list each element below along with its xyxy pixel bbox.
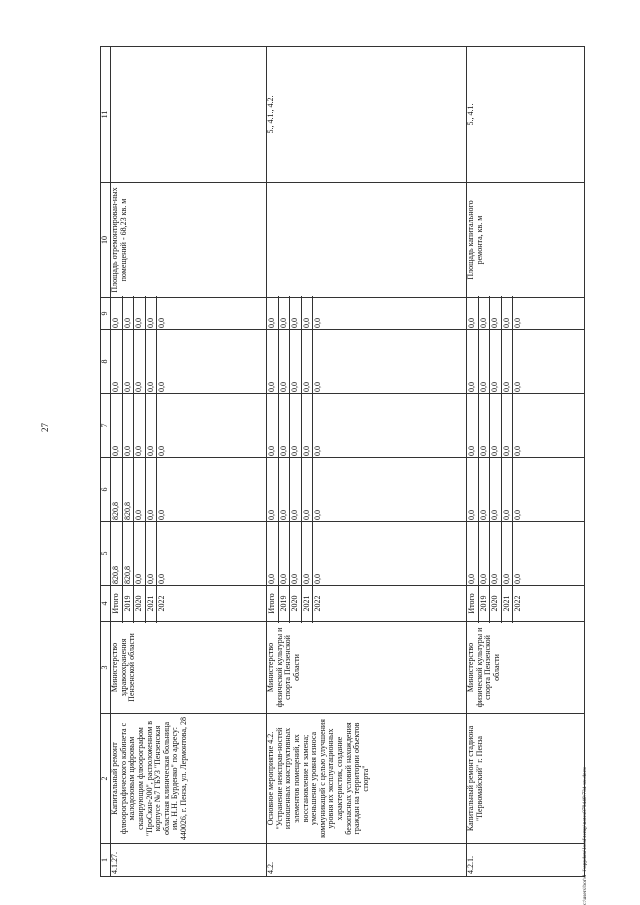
value-c6: 0,0 <box>479 456 491 523</box>
value-c9: 0,0 <box>279 296 291 331</box>
value-c9: 0,0 <box>267 296 279 331</box>
program-table <box>100 46 585 877</box>
value-c5-cell <box>111 522 267 586</box>
value-c6-cell <box>267 458 467 522</box>
value-c7: 0,0 <box>279 392 291 459</box>
year-label: 2021 <box>302 584 314 623</box>
year-list-cell <box>467 586 585 622</box>
row-number-cell: 4.1.27. <box>111 844 267 877</box>
value-c6-cell <box>467 458 585 522</box>
value-c8: 0,0 <box>134 328 146 395</box>
row-number-cell: 4.2. <box>267 844 467 877</box>
value-c9: 0,0 <box>490 296 502 331</box>
value-c9-cell <box>111 298 267 330</box>
value-c7: 0,0 <box>502 392 514 459</box>
year-label: 2020 <box>490 584 502 623</box>
value-c7: 0,0 <box>479 392 491 459</box>
value-c8: 0,0 <box>467 328 479 395</box>
year-label: 2019 <box>479 584 491 623</box>
value-c8: 0,0 <box>123 328 135 395</box>
value-c5: 0,0 <box>490 520 502 587</box>
header-cell: 5 <box>101 522 111 586</box>
year-label: 2019 <box>123 584 135 623</box>
value-c5: 0,0 <box>279 520 291 587</box>
header-cell: 7 <box>101 394 111 458</box>
header-cell: 2 <box>101 714 111 844</box>
value-c8: 0,0 <box>302 328 314 395</box>
year-list-cell <box>111 586 267 622</box>
value-c8: 0,0 <box>267 328 279 395</box>
value-c7-cell <box>467 394 585 458</box>
value-c5-cell <box>267 522 467 586</box>
year-label: 2021 <box>502 584 514 623</box>
value-c8: 0,0 <box>290 328 302 395</box>
value-c8: 0,0 <box>502 328 514 395</box>
header-cell: 9 <box>101 298 111 330</box>
table-row <box>267 47 467 877</box>
value-c5: 0,0 <box>146 520 158 587</box>
page-number: 27 <box>40 423 50 432</box>
value-c5-cell <box>467 522 585 586</box>
value-c9: 0,0 <box>467 296 479 331</box>
footer-file-path: c:\users\bor\d~1\appdata\local\temp\notes879440\734-xx.docx <box>582 767 588 905</box>
header-cell: 1 <box>101 844 111 877</box>
value-c5: 0,0 <box>267 520 279 587</box>
value-c6: 0,0 <box>267 456 279 523</box>
value-c6: 0,0 <box>157 510 166 520</box>
link-cell <box>111 47 267 183</box>
value-c6: 0,0 <box>134 456 146 523</box>
value-c7: 0,0 <box>490 392 502 459</box>
row-number-cell: 4.2.1. <box>467 844 585 877</box>
value-c7: 0,0 <box>267 392 279 459</box>
value-c9: 0,0 <box>479 296 491 331</box>
value-c5: 820,8 <box>123 520 135 587</box>
year-label: Итого <box>467 584 479 623</box>
rotated-table-area <box>100 47 573 877</box>
header-cell: 10 <box>101 183 111 298</box>
value-c7: 0,0 <box>313 446 322 456</box>
indicator-cell: Площадь отремонтирован-ных помещений - 68,23 кв. м <box>111 183 267 298</box>
link-cell: 5., 4.1., 4.2. <box>267 47 467 183</box>
year-label: Итого <box>111 584 123 623</box>
value-c6: 0,0 <box>313 510 322 520</box>
year-label: 2020 <box>134 584 146 623</box>
value-c8: 0,0 <box>479 328 491 395</box>
value-c9-cell <box>267 298 467 330</box>
value-c6: 0,0 <box>279 456 291 523</box>
value-c7: 0,0 <box>157 446 166 456</box>
value-c6: 0,0 <box>490 456 502 523</box>
value-c5: 0,0 <box>157 574 166 584</box>
value-c6: 0,0 <box>467 456 479 523</box>
value-c9: 0,0 <box>157 318 166 328</box>
header-cell: 6 <box>101 458 111 522</box>
value-c7: 0,0 <box>134 392 146 459</box>
value-c6: 0,0 <box>502 456 514 523</box>
value-c5: 0,0 <box>134 520 146 587</box>
value-c8: 0,0 <box>157 382 166 392</box>
value-c7-cell <box>111 394 267 458</box>
value-c8-cell <box>111 330 267 394</box>
activity-name-cell: Капитальный ремонт стадиона "Первомайский" г. Пенза <box>467 714 585 844</box>
value-c8-cell <box>267 330 467 394</box>
year-label: 2019 <box>279 584 291 623</box>
link-cell: 5., 4.1. <box>467 47 585 183</box>
executor-cell: Министерство физической культуры и спорта Пензенской области <box>267 622 467 714</box>
value-c8: 0,0 <box>513 382 522 392</box>
activity-name-cell: Основное мероприятие 4.2. "Устранение неисправ-ностей изношенных конструктивных элементов помещений, их восстановление и замена; уменьшение уровня износа коммуникаций с целью улучшения уровня их эксплуатационных характеристик, создание безопасных условий нахождения граждан на территории объектов спорта" <box>267 714 467 844</box>
year-label: 2022 <box>157 595 166 612</box>
value-c5: 0,0 <box>313 574 322 584</box>
indicator-cell <box>267 183 467 298</box>
value-c6: 0,0 <box>513 510 522 520</box>
value-c9: 0,0 <box>290 296 302 331</box>
value-c6: 0,0 <box>146 456 158 523</box>
value-c7: 0,0 <box>123 392 135 459</box>
value-c9: 0,0 <box>302 296 314 331</box>
value-c8: 0,0 <box>279 328 291 395</box>
value-c6: 820,8 <box>111 456 123 523</box>
value-c8-cell <box>467 330 585 394</box>
value-c8: 0,0 <box>111 328 123 395</box>
value-c9: 0,0 <box>134 296 146 331</box>
value-c5: 0,0 <box>290 520 302 587</box>
value-c5: 0,0 <box>302 520 314 587</box>
value-c9: 0,0 <box>513 318 522 328</box>
activity-name-cell: Капитальный ремонт флюорографического кабинета с малодозовым цифровым сканирующим флюорографом "ПроСкан-200", расположенном в корпусе №7 ГБУЗ "Пензенская областная клиническая больница им. Н.Н. Бурденко" по адресу: 440026, г. Пенза, ул. Лермонтова, 28 <box>111 714 267 844</box>
header-cell: 8 <box>101 330 111 394</box>
value-c6: 820,8 <box>123 456 135 523</box>
value-c5: 820,8 <box>111 520 123 587</box>
value-c5: 0,0 <box>479 520 491 587</box>
value-c7: 0,0 <box>146 392 158 459</box>
year-list-cell <box>267 586 467 622</box>
value-c9-cell <box>467 298 585 330</box>
table-row <box>467 47 585 877</box>
value-c8: 0,0 <box>490 328 502 395</box>
executor-cell: Министерство физической культуры и спорта Пензенской области <box>467 622 585 714</box>
table-row <box>111 47 267 877</box>
value-c7: 0,0 <box>290 392 302 459</box>
value-c7: 0,0 <box>111 392 123 459</box>
value-c7-cell <box>267 394 467 458</box>
indicator-cell: Площадь капитального ремонта, кв. м <box>467 183 585 298</box>
header-cell: 3 <box>101 622 111 714</box>
value-c6: 0,0 <box>302 456 314 523</box>
value-c9: 0,0 <box>123 296 135 331</box>
value-c7: 0,0 <box>513 446 522 456</box>
header-cell: 11 <box>101 47 111 183</box>
value-c5: 0,0 <box>513 574 522 584</box>
value-c8: 0,0 <box>146 328 158 395</box>
value-c6-cell <box>111 458 267 522</box>
value-c5: 0,0 <box>502 520 514 587</box>
header-row <box>101 47 111 877</box>
executor-cell: Министерство здравоохранения Пензенской области <box>111 622 267 714</box>
value-c7: 0,0 <box>302 392 314 459</box>
header-cell: 4 <box>101 586 111 622</box>
year-label: 2020 <box>290 584 302 623</box>
value-c9: 0,0 <box>313 318 322 328</box>
value-c5: 0,0 <box>467 520 479 587</box>
value-c9: 0,0 <box>146 296 158 331</box>
year-label: Итого <box>267 584 279 623</box>
year-label: 2021 <box>146 584 158 623</box>
year-label: 2022 <box>513 595 522 612</box>
value-c8: 0,0 <box>313 382 322 392</box>
value-c6: 0,0 <box>290 456 302 523</box>
value-c9: 0,0 <box>502 296 514 331</box>
value-c7: 0,0 <box>467 392 479 459</box>
year-label: 2022 <box>313 595 322 612</box>
value-c9: 0,0 <box>111 296 123 331</box>
